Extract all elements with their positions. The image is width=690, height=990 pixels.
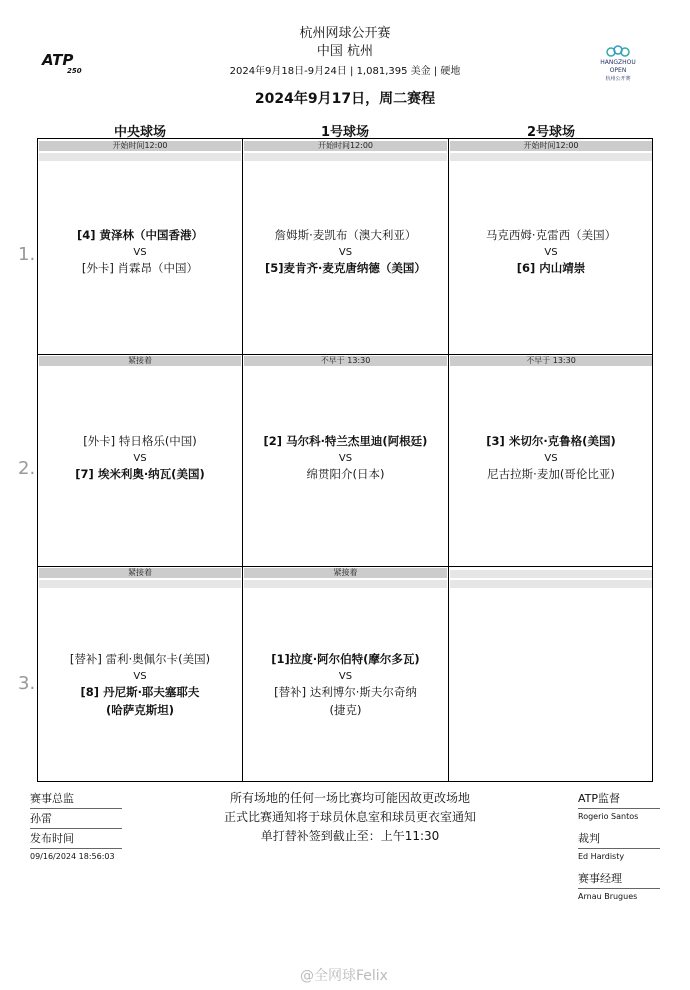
tournament-info: 2024年9月18日-9月24日 | 1,081,395 美金 | 硬地 [229, 66, 461, 77]
hangzhou-open-logo [595, 44, 641, 88]
player-1: [1]拉度·阿尔伯特(摩尔多瓦) [271, 652, 420, 666]
player-2-country: (哈萨克斯坦) [105, 703, 174, 718]
player-1: [4] 黄泽林（中国香港） [76, 228, 204, 242]
svg-text:ATP: ATP [42, 52, 74, 69]
match-cell [38, 227, 242, 278]
manager-label: 赛事经理 [578, 870, 660, 889]
director-value: 孙雷 [30, 810, 122, 829]
atp-logo [40, 52, 95, 74]
vs-label: VS [338, 246, 353, 258]
match-cell [243, 227, 448, 278]
supervisor-label: ATP监督 [578, 790, 660, 809]
schedule-grid [37, 138, 653, 782]
player-2: 尼古拉斯·麦加(哥伦比亚) [487, 467, 615, 482]
player-1: 马克西姆·克雷西（美国） [485, 228, 617, 242]
time-bar: 开始时间12:00 [450, 141, 652, 151]
time-bar: 不早于 13:30 [244, 356, 447, 366]
player-2: [8] 丹尼斯·耶夫塞耶夫 [80, 685, 200, 700]
player-1: [外卡] 特日格乐(中国) [83, 434, 197, 448]
player-2-country: (捷克) [329, 703, 362, 718]
time-bar: 开始时间12:00 [244, 141, 447, 151]
match-cell [243, 651, 448, 720]
vs-label: VS [544, 452, 558, 464]
time-bar: 紧接着 [39, 568, 241, 578]
vs-label: VS [338, 452, 353, 464]
time-bar: 紧接着 [39, 356, 241, 366]
player-1: [替补] 雷利·奥佩尔卡(美国) [69, 652, 211, 666]
referee-value: Ed Hardisty [578, 852, 625, 861]
player-1: [2] 马尔科·特兰杰里迪(阿根廷) [263, 434, 428, 448]
vs-label: VS [133, 246, 147, 258]
hz-logo-text2: OPEN [609, 67, 627, 74]
manager-value: Arnau Brugues [578, 892, 638, 901]
match-cell [38, 651, 242, 720]
row-number: 3. [18, 673, 36, 694]
tournament-title: 杭州网球公开赛 [299, 26, 391, 41]
time-bar: 开始时间12:00 [39, 141, 241, 151]
referee-label: 裁判 [578, 830, 660, 849]
svg-text:250: 250 [67, 67, 82, 74]
hz-logo-text3: 杭州公开赛 [605, 76, 631, 82]
player-2: [替补] 达利博尔·斯夫尔奇纳 [274, 685, 417, 700]
time-bar: 紧接着 [244, 568, 447, 578]
vs-label: VS [544, 246, 558, 258]
notice-line: 单打替补签到截止至：上午11:30 [260, 829, 440, 843]
row-number: 1. [18, 244, 36, 265]
match-cell [38, 433, 242, 484]
match-cell [243, 433, 448, 484]
court-header-1: 1号球场 [320, 125, 370, 140]
court-header-center: 中央球场 [113, 125, 166, 140]
player-2: [5]麦肯齐·麦克唐纳德（美国） [265, 261, 426, 276]
player-1: 詹姆斯·麦凯布（澳大利亚） [274, 228, 417, 242]
player-2: [7] 埃米利奥·纳瓦(美国) [75, 467, 205, 482]
row-number: 2. [18, 458, 36, 479]
player-1: [3] 米切尔·克鲁格(美国) [486, 434, 616, 448]
supervisor-value: Rogerio Santos [578, 812, 639, 821]
court-header-2: 2号球场 [526, 125, 576, 140]
match-cell [449, 227, 653, 278]
watermark: @全网球Felix [300, 968, 388, 984]
tournament-location: 中国 杭州 [316, 44, 374, 59]
vs-label: VS [338, 670, 353, 682]
schedule-date: 2024年9月17日，周二赛程 [254, 91, 436, 107]
director-label: 赛事总监 [30, 790, 122, 809]
player-2: 绵贯阳介(日本) [306, 467, 385, 482]
published-value: 09/16/2024 18:56:03 [30, 852, 115, 861]
notice-line: 正式比赛通知将于球员休息室和球员更衣室通知 [223, 810, 476, 824]
vs-label: VS [133, 452, 147, 464]
notice-line: 所有场地的任何一场比赛均可能因故更改场地 [229, 791, 470, 805]
published-label: 发布时间 [30, 830, 122, 849]
match-cell [449, 433, 653, 484]
vs-label: VS [133, 670, 147, 682]
player-2: [6] 内山靖崇 [516, 261, 586, 276]
time-bar: 不早于 13:30 [450, 356, 652, 366]
player-2: [外卡] 肖霖昂（中国） [81, 261, 199, 276]
hz-logo-text1: HANGZHOU [600, 59, 636, 66]
